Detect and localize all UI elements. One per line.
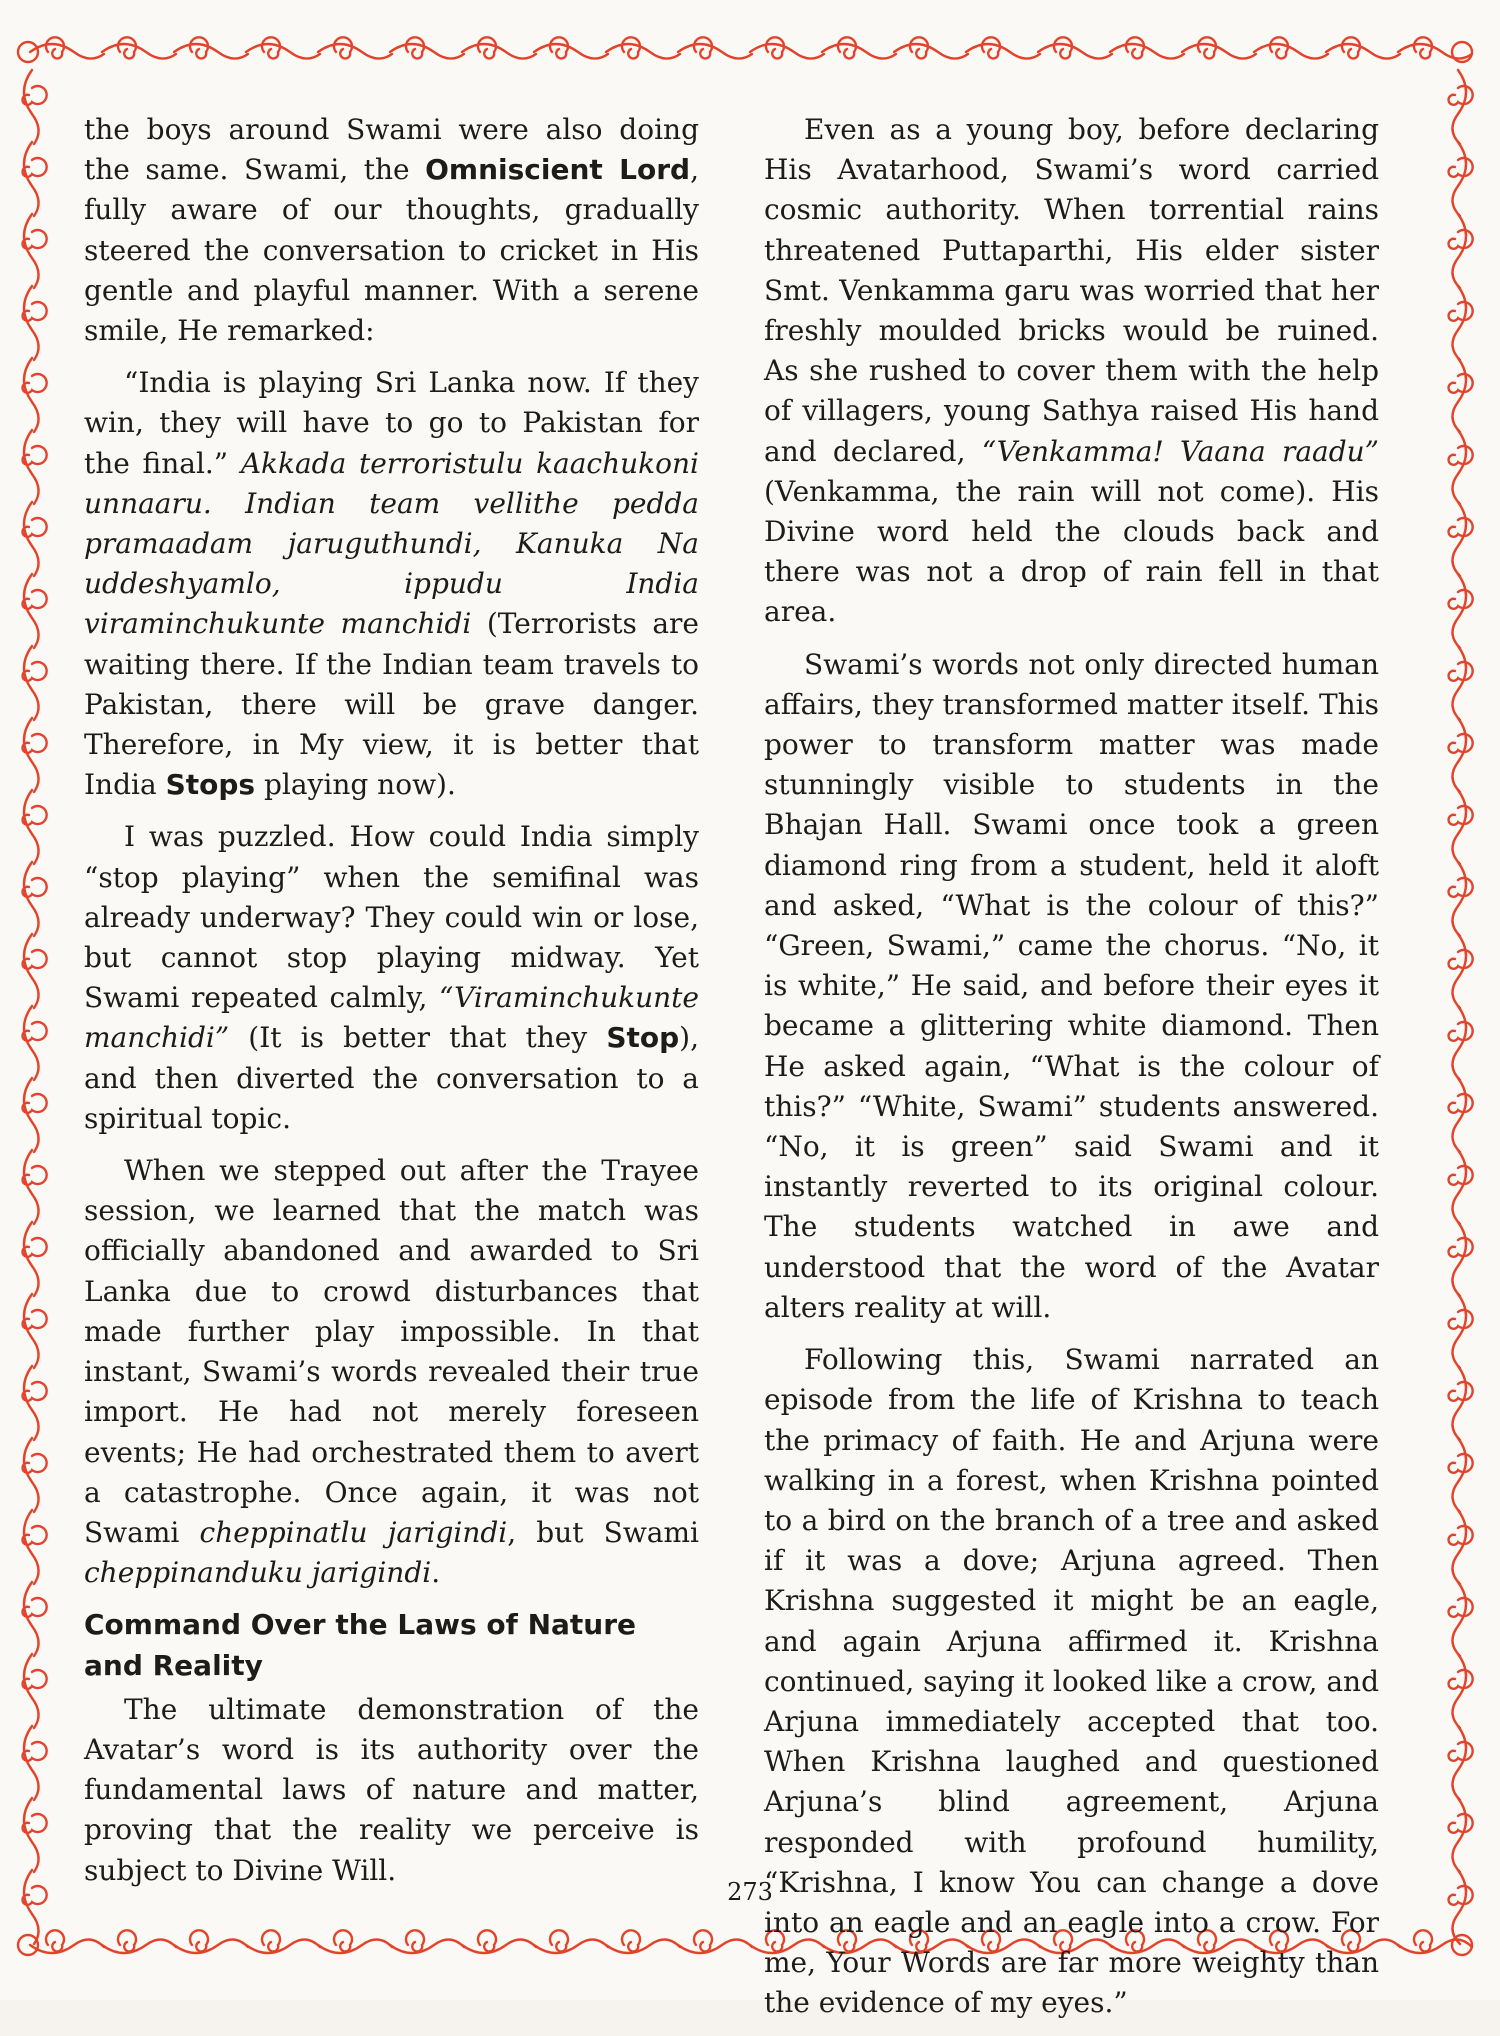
text-run: The ultimate demonstration of the Avatar’s word is its authority over the fundamental laws of nature and matter, proving that the reality we perceive is subject to Divine Will. — [84, 1692, 699, 1887]
paragraph — [84, 1151, 699, 1593]
italic-text: cheppinanduku jarigindi — [84, 1556, 432, 1590]
text-run: playing now). — [255, 768, 456, 802]
paragraph — [764, 1340, 1379, 2023]
left-column — [84, 110, 699, 1903]
paragraph — [764, 645, 1379, 1328]
text-run: (It is better that they — [229, 1021, 607, 1055]
page-number: 273 — [727, 1878, 773, 1906]
paragraph — [84, 110, 699, 351]
italic-text: “Viraminchukunte manchidi” — [84, 981, 699, 1055]
italic-text: cheppinatlu jarigindi — [199, 1515, 508, 1549]
text-run: , fully aware of our thoughts, gradually steered the conversation to cricket in His gentle and playful manner. With a serene smile, He remarked: — [84, 153, 699, 348]
text-run: . — [431, 1556, 441, 1590]
text-run: ), and then diverted the conversation to a spiritual topic. — [84, 1021, 699, 1135]
text-run: (Venkamma, the rain will not come). His Divine word held the clouds back and there was not a drop of rain fell in that area. — [764, 474, 1379, 629]
paragraph — [84, 817, 699, 1139]
section-heading — [84, 1605, 699, 1685]
bold-text: Omniscient Lord — [425, 153, 691, 187]
text-run: Swami’s words not only directed human affairs, they transformed matter itself. This power to transform matter was made stunningly visible to students in the Bhajan Hall. Swami once took a green diamond ring from a student, held it aloft and asked, “What is the colour of this?” “Green, Swami,” came the chorus. “No, it is white,” He said, and before their eyes it became a glittering white diamond. Then He asked again, “What is the colour of this?” “White, Swami” students answered. “No, it is green” said Swami and it instantly reverted to its original colour. The students watched in awe and understood that the word of the Avatar alters reality at will. — [764, 647, 1379, 1324]
text-run: I was puzzled. How could India simply “stop playing” when the semifinal was already underway? They could win or lose, but cannot stop playing midway. Yet Swami repeated calmly, — [84, 820, 699, 1015]
text-run: Following this, Swami narrated an episode from the life of Krishna to teach the primacy of faith. He and Arjuna were walking in a forest, when Krishna pointed to a bird on the branch of a tree and asked if it was a dove; Arjuna agreed. Then Krishna suggested it might be an eagle, and again Arjuna affirmed it. Krishna continued, saying it looked like a crow, and Arjuna immediately accepted that too. When Krishna laughed and questioned Arjuna’s blind agreement, Arjuna responded with profound humility, “Krishna, I know You can change a dove into an eagle and an eagle into a crow. For me, Your Words are far more weighty than the evidence of my eyes.” — [764, 1343, 1379, 2020]
text-run: , but Swami — [507, 1515, 699, 1549]
right-column — [764, 110, 1379, 2036]
italic-text: Akkada terroristulu kaachukoni unnaaru. Indian team vellithe pedda pramaadam jaruguthundi, Kanuka Na uddeshyamlo, ippudu India viraminchukunte manchidi — [84, 446, 699, 641]
bold-text: Stops — [165, 768, 256, 802]
paragraph — [84, 1690, 699, 1891]
italic-text: “Venkamma! Vaana raadu” — [981, 434, 1379, 468]
text-run: Even as a young boy, before declaring His Avatarhood, Swami’s word carried cosmic authority. When torrential rains threatened Puttaparthi, His elder sister Smt. Venkamma garu was worried that her freshly moulded bricks would be ruined. As she rushed to cover them with the help of villagers, young Sathya raised His hand and declared, — [764, 113, 1379, 468]
bold-text: Stop — [606, 1021, 680, 1055]
text-run: When we stepped out after the Trayee session, we learned that the match was officially abandoned and awarded to Sri Lanka due to crowd disturbances that made further play impossible. In that instant, Swami’s words revealed their true import. He had not merely foreseen events; He had orchestrated them to avert a catastrophe. Once again, it was not Swami — [84, 1154, 699, 1549]
paragraph — [84, 363, 699, 805]
text-run: (Terrorists are waiting there. If the Indian team travels to Pakistan, there will be grave danger. Therefore, in My view, it is better that India — [84, 607, 699, 802]
text-run: “India is playing Sri Lanka now. If they win, they will have to go to Pakistan for the final.” — [84, 366, 699, 480]
paragraph — [764, 110, 1379, 633]
text-run: the boys around Swami were also doing the same. Swami, the — [84, 113, 699, 187]
text-run: Command Over the Laws of Nature and Reality — [84, 1608, 637, 1682]
